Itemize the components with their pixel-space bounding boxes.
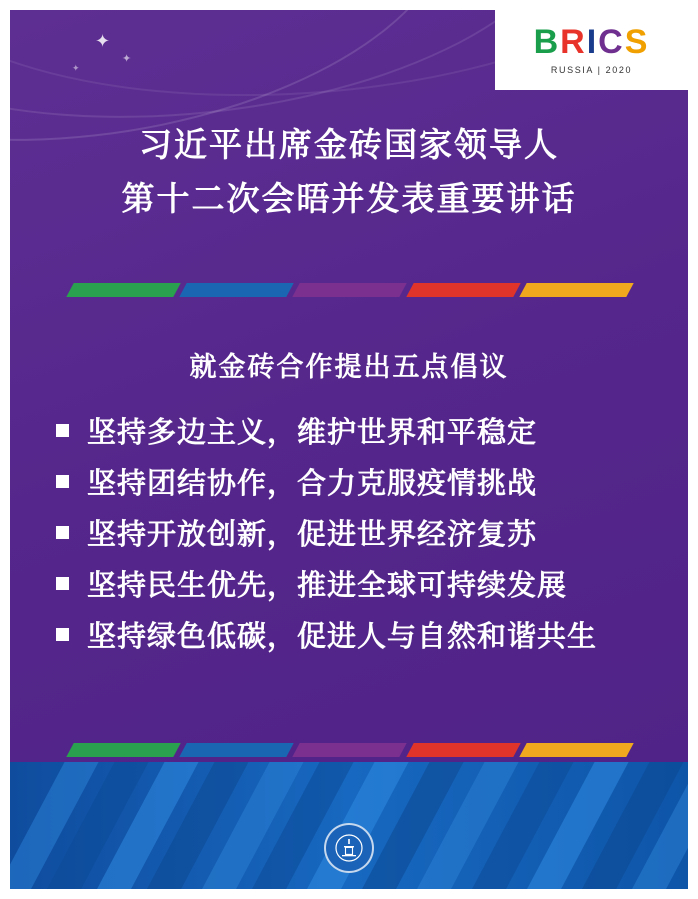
page-title-line-1: 习近平出席金砖国家领导人	[139, 125, 559, 164]
stripe-red	[406, 283, 521, 297]
brics-logo-letter-b: B	[533, 23, 561, 61]
list-item-label: 坚持开放创新，促进世界经济复苏	[87, 517, 538, 551]
list-item	[56, 558, 656, 609]
brics-logo-wordmark	[534, 25, 650, 59]
stripe-blue	[179, 743, 294, 757]
list-item-label: 坚持绿色低碳，促进人与自然和谐共生	[87, 619, 598, 653]
square-bullet-icon	[56, 475, 69, 488]
stripe-purple	[293, 743, 408, 757]
list-item-label: 坚持民生优先，推进全球可持续发展	[87, 568, 568, 602]
divider-stripes-top	[70, 283, 630, 297]
square-bullet-icon	[56, 577, 69, 590]
brics-logo-letter-c: C	[598, 23, 625, 61]
list-item	[56, 405, 656, 456]
brics-logo-subtitle: RUSSIA | 2020	[550, 65, 633, 75]
square-bullet-icon	[56, 526, 69, 539]
brics-logo-letter-i: I	[586, 23, 599, 61]
list-item	[56, 456, 656, 507]
section-subtitle: 就金砖合作提出五点倡议	[189, 352, 509, 383]
list-item-label: 坚持团结协作，合力克服疫情挑战	[87, 466, 538, 500]
sparkle-icon: ✦	[95, 31, 111, 51]
sparkle-icon: ✦	[122, 53, 132, 65]
list-item	[56, 609, 656, 660]
square-bullet-icon	[56, 424, 69, 437]
brics-logo-letter-s: S	[624, 23, 650, 61]
square-bullet-icon	[56, 628, 69, 641]
divider-stripes-bottom	[70, 743, 630, 757]
brics-logo-letter-r: R	[560, 23, 587, 61]
brics-logo	[495, 10, 688, 90]
sparkle-icon: ✦	[72, 63, 80, 73]
xinhua-emblem-icon	[324, 823, 374, 873]
footer-panel	[10, 762, 688, 889]
stripe-red	[406, 743, 521, 757]
stripe-yellow	[519, 283, 634, 297]
stripe-yellow	[519, 743, 634, 757]
stripe-blue	[179, 283, 294, 297]
stripe-green	[66, 283, 181, 297]
page-title-line-2: 第十二次会晤并发表重要讲话	[121, 179, 577, 219]
stripe-green	[66, 743, 181, 757]
proposal-list	[56, 405, 656, 660]
list-item	[56, 507, 656, 558]
page-title	[0, 118, 698, 227]
stripe-purple	[293, 283, 408, 297]
list-item-label: 坚持多边主义，维护世界和平稳定	[87, 415, 538, 449]
